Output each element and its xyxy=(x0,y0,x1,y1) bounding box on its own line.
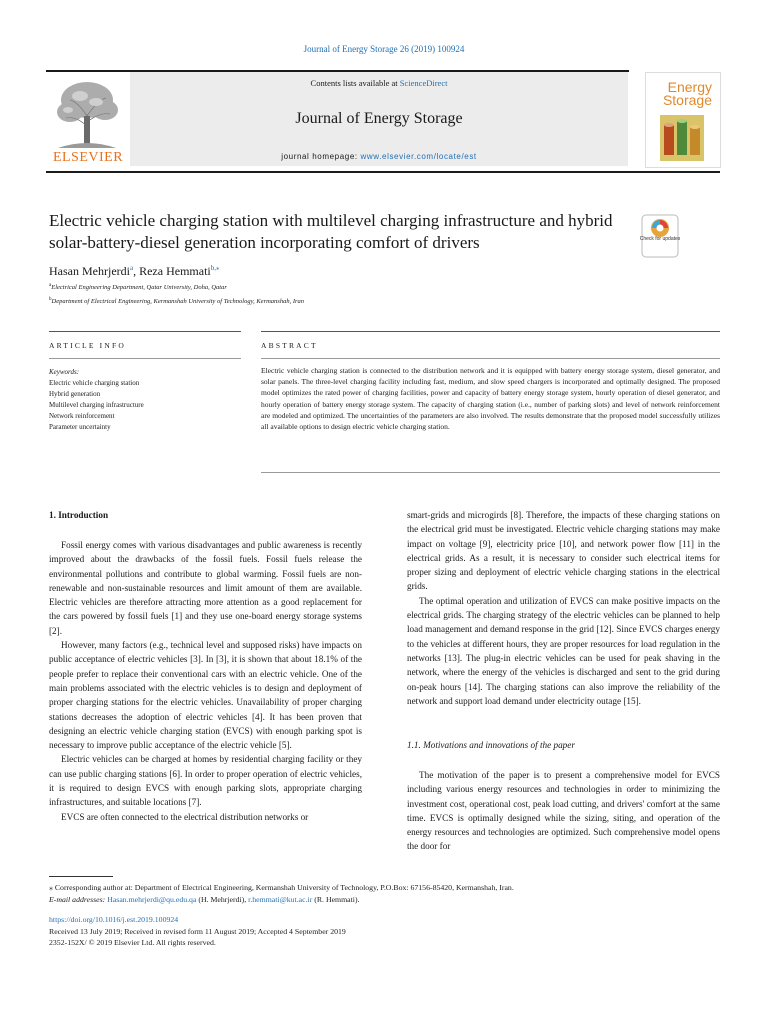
keyword-item: Electric vehicle charging station xyxy=(49,379,140,387)
cover-title-line2: Storage xyxy=(662,92,712,108)
keyword-item: Network reinforcement xyxy=(49,412,115,420)
email-link[interactable]: Hasan.mehrjerdi@qu.edu.qa xyxy=(107,895,197,904)
author-list xyxy=(49,264,219,279)
check-for-updates-label: Check for updates xyxy=(639,236,681,242)
section-heading: 1. Introduction xyxy=(49,510,109,520)
received-dates: Received 13 July 2019; Received in revised form 11 August 2019; Accepted 4 September 2019 xyxy=(49,926,346,936)
affiliation-a xyxy=(49,283,227,291)
homepage-prefix: journal homepage: xyxy=(281,152,361,161)
footnote xyxy=(49,882,729,906)
abstract-heading: ABSTRACT xyxy=(261,341,318,350)
copyright-line: 2352-152X/ © 2019 Elsevier Ltd. All rights reserved. xyxy=(49,938,216,947)
body-paragraph: Electric vehicles can be charged at homes by residential charging facility or they can use public charging stations [6]. In order to proper operation of electric vehicles, it is required to design EVCS with enough parking slots, appropriate charging infrastructures, and suitable locations [7]. xyxy=(49,754,362,808)
paper-title: Electric vehicle charging station with multilevel charging infrastructure and hybrid solar-battery-diesel generation incorporating comfort of drivers xyxy=(49,211,613,252)
journal-title: Journal of Energy Storage xyxy=(295,110,463,127)
email-line xyxy=(49,894,729,906)
email-owner: (H. Mehrjerdi), xyxy=(196,895,249,904)
author-affil-sup: a xyxy=(129,264,134,272)
divider xyxy=(49,358,241,359)
body-column-left xyxy=(49,538,362,824)
email-owner: (R. Hemmati). xyxy=(312,895,360,904)
affiliation-b xyxy=(49,297,304,305)
journal-reference[interactable]: Journal of Energy Storage 26 (2019) 100924 xyxy=(303,44,465,54)
doi-block xyxy=(49,914,729,949)
keyword-item: Multilevel charging infrastructure xyxy=(49,401,144,409)
doi-link[interactable]: https://doi.org/10.1016/j.est.2019.100924 xyxy=(49,915,179,924)
journal-cover[interactable] xyxy=(645,72,721,168)
divider xyxy=(261,472,720,473)
divider xyxy=(261,331,720,332)
subsection-heading: 1.1. Motivations and innovations of the paper xyxy=(407,740,575,750)
cover-title xyxy=(646,81,720,107)
affiliation-sup: b xyxy=(49,297,52,302)
author-separator: , xyxy=(133,264,140,278)
body-paragraph: However, many factors (e.g., technical level and supposed risks) have impacts on public acceptance of electric vehicles [3]. In [3], it is shown that about 18.1% of the people prefer to replace their conventional cars with an electric vehicle. One of the main problems associated with the electric vehicles is to design and deployment of proper charging stations for the electric vehicles. Unavailability of proper charging stations decreases the adoption of electric vehicles [4]. It has been proven that designing an electric vehicle charging station (EVCS) with enough parking spot is necessary to improve public acceptance of the electric vehicle [5]. xyxy=(49,640,362,751)
body-paragraph: EVCS are often connected to the electrical distribution networks or xyxy=(61,811,309,822)
corresponding-author-note: ⁎ Corresponding author at: Department of Electrical Engineering, Kermanshah University of Technology, P.O.Box: 67156-85420, Kermanshah, Iran. xyxy=(49,883,514,892)
header-top-rule xyxy=(46,70,629,72)
body-paragraph: Fossil energy comes with various disadvantages and public awareness is recently improved about the drawbacks of the fossil fuels. Fossil fuels release the environmental pollutions and contribute to global warming. Fossil fuels are non-renewable and non-sustainable resources and limit amount of them are available. Electric vehicles are therefore attracting more attention as a good replacement for the cars powered by fossil fuels [1] and they use one-board energy storage systems [2]. xyxy=(49,540,362,636)
body-paragraph: The motivation of the paper is to present a comprehensive model for EVCS including various energy resources and technologies in order to minimizing the investment cost, operational cost, peak load cutting, and drivers' comfort at the same time. EVCS is optimally designed while the sizing, siting, and operation of the energy resources and technologies are optimized. Such comprehensive model opens the door for xyxy=(407,770,720,852)
keywords-list xyxy=(49,367,249,433)
cover-title-line1: Energy xyxy=(667,79,712,95)
abstract-text: Electric vehicle charging station is connected to the distribution network and it is equipped with battery energy storage system, diesel generator, and solar panels. The three-level charging facility including fast, medium, and slow speed chargers is incorporated and optimally designed. The proposed model optimizes the rated power of charging facilities, power and capacity of battery energy storage system, hourly operation of diesel generator, and hourly operation of battery energy storage system. The capacity of charging station (i.e., number of parking slots) and level of network reinforcement are modeled and optimized. The uncertainties of the parameters are also involved. The results demonstrate that the proposed model successfully utilizes all available options to design electric vehicle charging station. xyxy=(261,366,720,432)
keywords-heading: Keywords: xyxy=(49,368,80,376)
sciencedirect-link[interactable]: ScienceDirect xyxy=(399,78,448,88)
homepage-link[interactable]: www.elsevier.com/locate/est xyxy=(360,152,477,161)
article-info-heading: ARTICLE INFO xyxy=(49,341,126,350)
author-name[interactable]: Reza Hemmati xyxy=(139,264,211,278)
footnote-rule xyxy=(49,876,113,877)
affiliation-sup: a xyxy=(49,283,52,288)
affiliation-text: Department of Electrical Engineering, Kermanshah University of Technology, Kermanshah, Iran xyxy=(51,298,305,306)
divider xyxy=(261,358,720,359)
email-link[interactable]: r.hemmati@kut.ac.ir xyxy=(248,895,313,904)
keyword-item: Hybrid generation xyxy=(49,390,101,398)
elsevier-wordmark: ELSEVIER xyxy=(52,150,124,165)
cover-batteries-image xyxy=(660,115,704,161)
body-column-right-continued xyxy=(407,768,720,854)
affiliation-text: Electrical Engineering Department, Qatar University, Doha, Qatar xyxy=(51,284,227,292)
header-bottom-rule xyxy=(46,171,720,173)
body-paragraph: The optimal operation and utilization of EVCS can make positive impacts on the electrical grids. The charging strategy of the electric vehicles can be planned to help load management and demand response in the grid [12]. Since EVCS charges energy to the vehicles at different hours, they are proper resources for load regulation in the networks [13]. The plug-in electric vehicles can be used for peak shaving in the network, where the energy of the vehicles is discharged and sent to the grid during on-peak hours [14]. The charging stations can also improve the reliability of the network and support load demand under electricity outage [15]. xyxy=(407,595,720,706)
keyword-item: Parameter uncertainty xyxy=(49,423,111,431)
divider xyxy=(49,331,241,332)
email-label: E-mail addresses: xyxy=(49,895,108,904)
contents-available-line xyxy=(130,78,628,88)
author-name[interactable]: Hasan Mehrjerdi xyxy=(49,264,130,278)
journal-homepage-line xyxy=(130,152,628,161)
body-paragraph: smart-grids and microgirds [8]. Therefore, the impacts of these charging stations on the electrical grid must be investigated. Electric vehicle charging stations may make impact on voltage [9], electricity price [10], and network power flow [11] in the electrical grids. As a result, it is necessary to consider such electrical items for proper sizing and deployment of electric vehicle charging stations in the electrical grids. xyxy=(407,510,720,592)
body-column-right xyxy=(407,508,720,708)
author-affil-sup: b,⁎ xyxy=(210,264,220,272)
contents-prefix: Contents lists available at xyxy=(310,78,400,88)
